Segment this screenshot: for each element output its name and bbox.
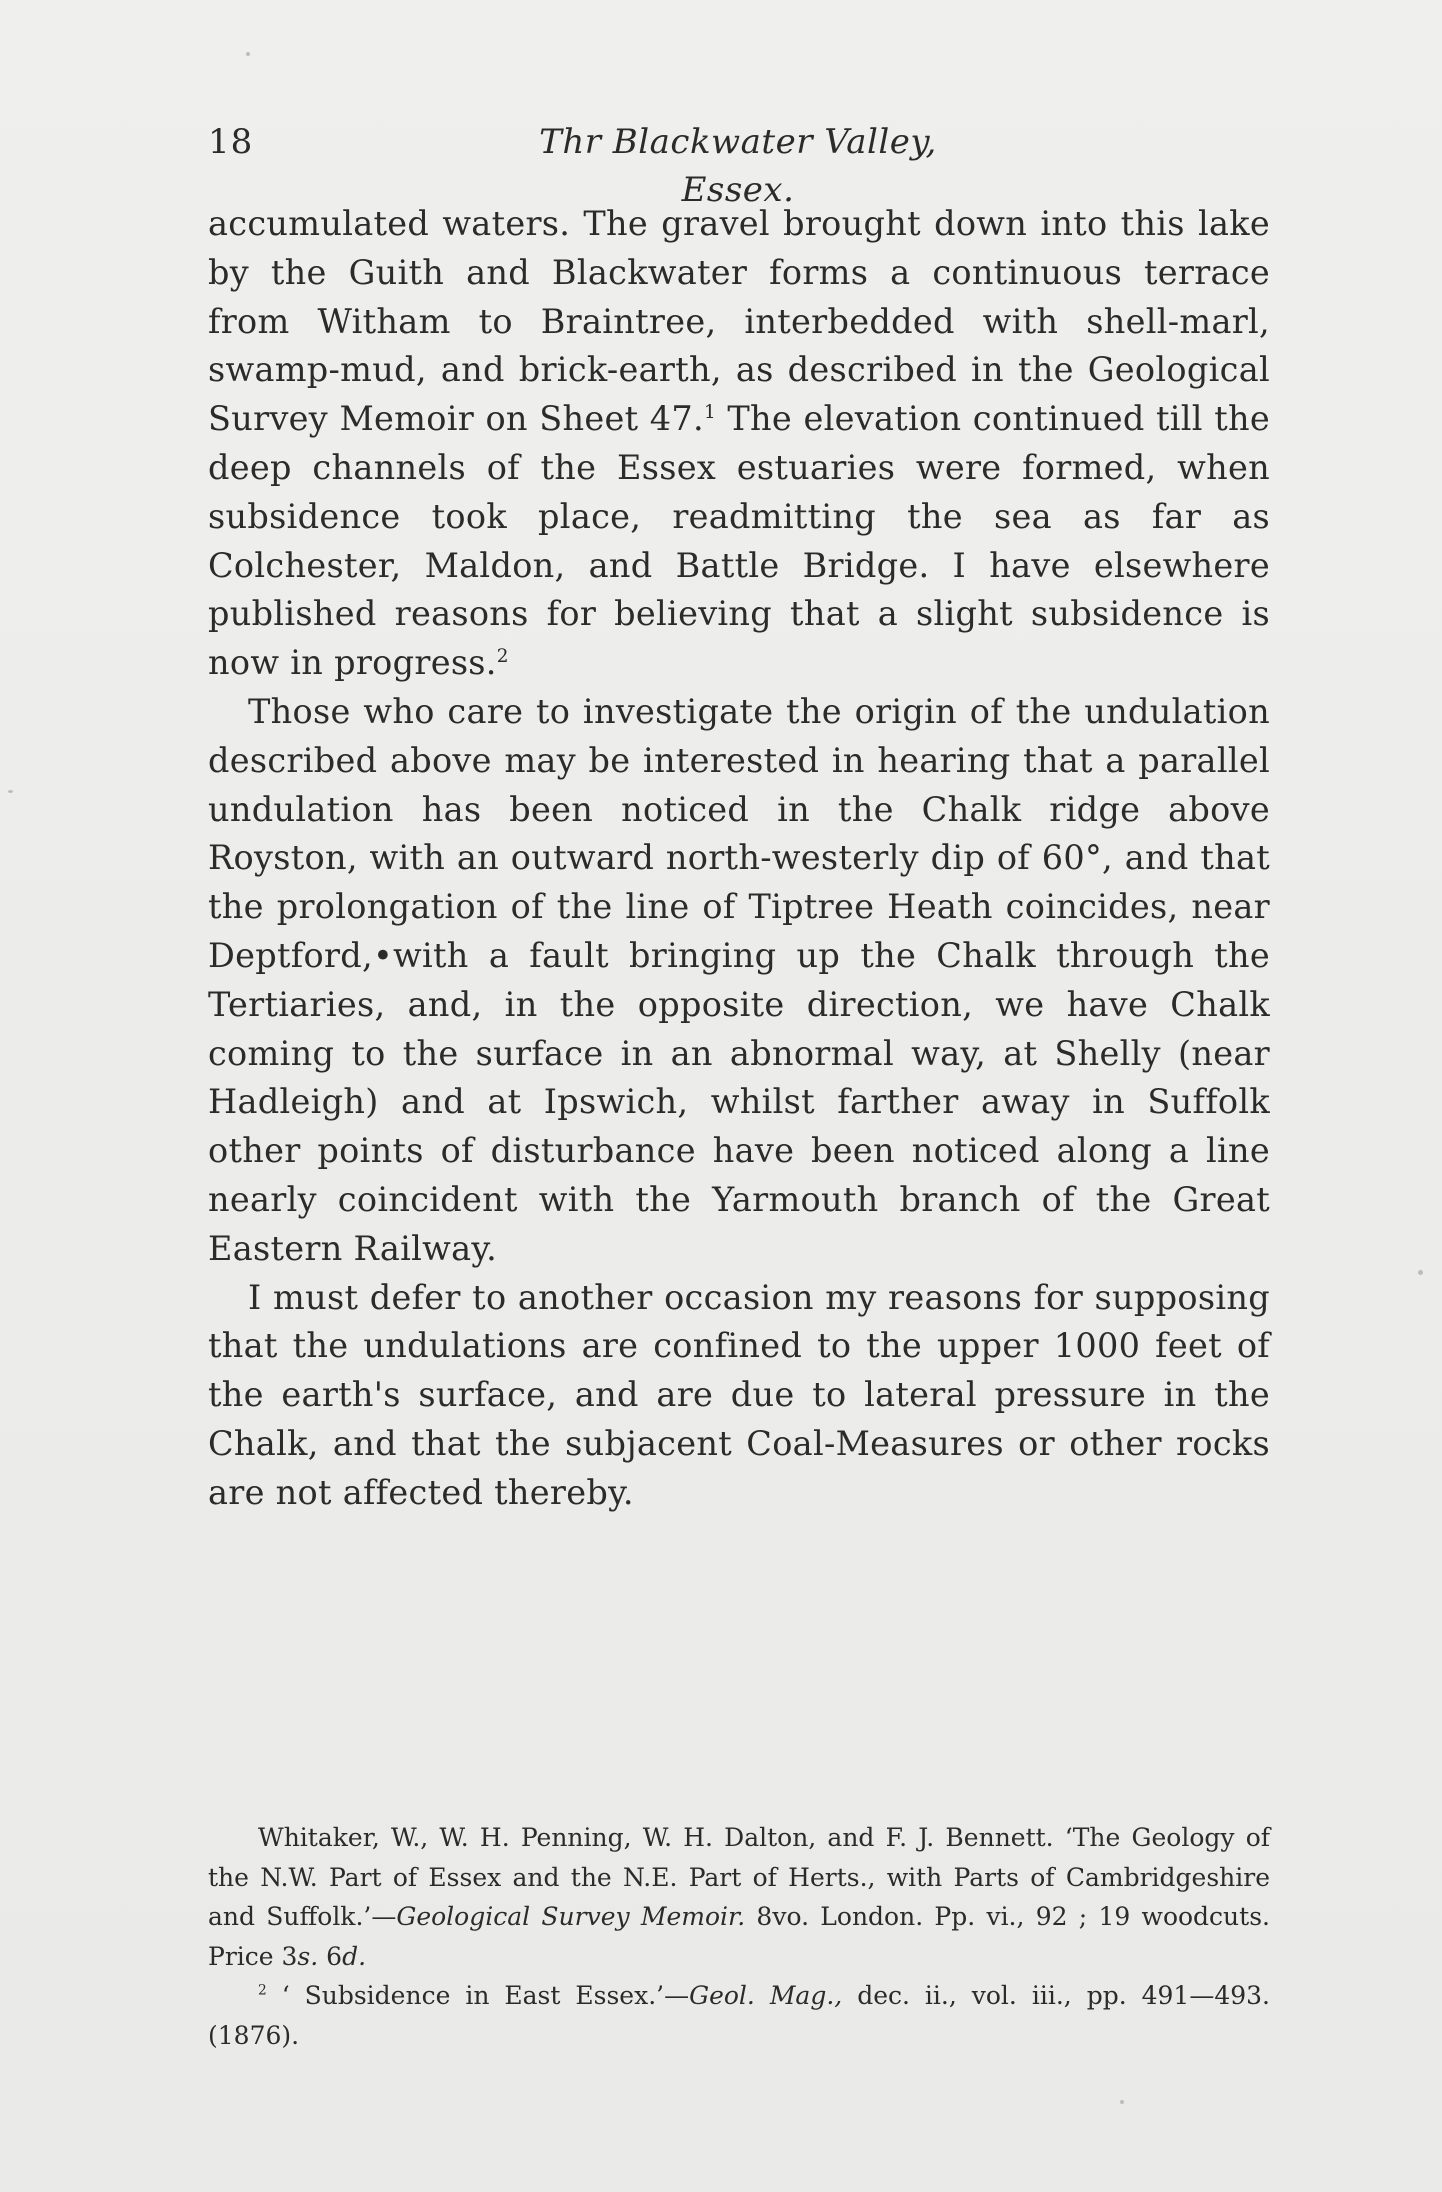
footnote-2-tail: dec. ii., vol. iii., pp. 491—493. (1876). <box>208 1981 1270 2050</box>
running-header <box>208 118 1270 210</box>
footnote-1-text: Whitaker, W., W. H. Penning, W. H. Dalton, and F. J. Bennett. ‘The Geology of the N.W. Part of Essex and the N.E. Part of Herts., with Parts of Cambridgeshire and Suffolk.’— <box>208 1823 1270 1931</box>
footnote-2-journal: Geol. Mag., <box>689 1981 843 2010</box>
paper-speck <box>1120 2100 1124 2104</box>
footnote-2 <box>208 1976 1270 2055</box>
footnotes <box>208 1818 1270 2055</box>
footnote-1-tail: 8vo. London. Pp. vi., 92 ; 19 woodcuts. Price 3 <box>208 1902 1270 1971</box>
running-title: Thr Blackwater Valley, Essex. <box>539 122 937 210</box>
page-number: 18 <box>208 122 254 162</box>
paragraph-2: Those who care to investigate the origin of the undulation described above may be interested in hearing that a parallel undulation has been noticed in the Chalk ridge above Royston, with an outward north-westerly dip of 60°, and that the prolongation of the line of Tiptree Heath coincides, near Deptford,•with a fault bringing up the Chalk through the Tertiaries, and, in the opposite direction, we have Chalk coming to the surface in an abnormal way, at Shelly (near Hadleigh) and at Ipswich, whilst farther away in Suffolk other points of disturbance have been noticed along a line nearly coincident with the Yarmouth branch of the Great Eastern Railway. <box>208 691 1270 1268</box>
paper-speck <box>8 790 13 793</box>
paper-speck <box>1418 1270 1423 1275</box>
paragraph-3: I must defer to another occasion my reasons for supposing that the undulations are confined to the upper 1000 feet of the earth's surface, and are due to lateral pressure in the Chalk, and that the subjacent Coal-Measures or other rocks are not affected thereby. <box>208 1277 1270 1512</box>
paragraph-1-text-a: accumulated waters. The gravel brought down into this lake by the Guith and Blackwater forms a continuous terrace from Witham to Braintree, interbedded with shell-marl, swamp-mud, and brick-earth, as described in the Geological Survey Memoir on Sheet 47. <box>208 204 1270 439</box>
footnote-1-shillings: s. <box>297 1941 319 1971</box>
paragraph-1-text-b: The elevation continued till the deep channels of the Essex estuaries were formed, when subsidence took place, readmitting the sea as far as Colchester, Maldon, and Battle Bridge. I have elsewhere published reasons for believing that a slight subsidence is now in progress. <box>208 399 1270 683</box>
footnote-2-text: ‘ Subsidence in East Essex.’— <box>266 1981 690 2010</box>
footnote-1-space: 6 <box>318 1941 343 1971</box>
footnote-2-number: 2 <box>258 1982 267 1999</box>
footnote-1 <box>208 1818 1270 1976</box>
footnote-1-journal: Geological Survey Memoir. <box>396 1902 746 1931</box>
footnote-1-pence: d. <box>342 1941 367 1971</box>
body-text <box>208 200 1270 1518</box>
footnote-ref-1: 1 <box>703 402 716 424</box>
footnote-ref-2: 2 <box>496 646 509 668</box>
paper-speck <box>246 52 250 56</box>
paragraph-1 <box>208 200 1270 688</box>
